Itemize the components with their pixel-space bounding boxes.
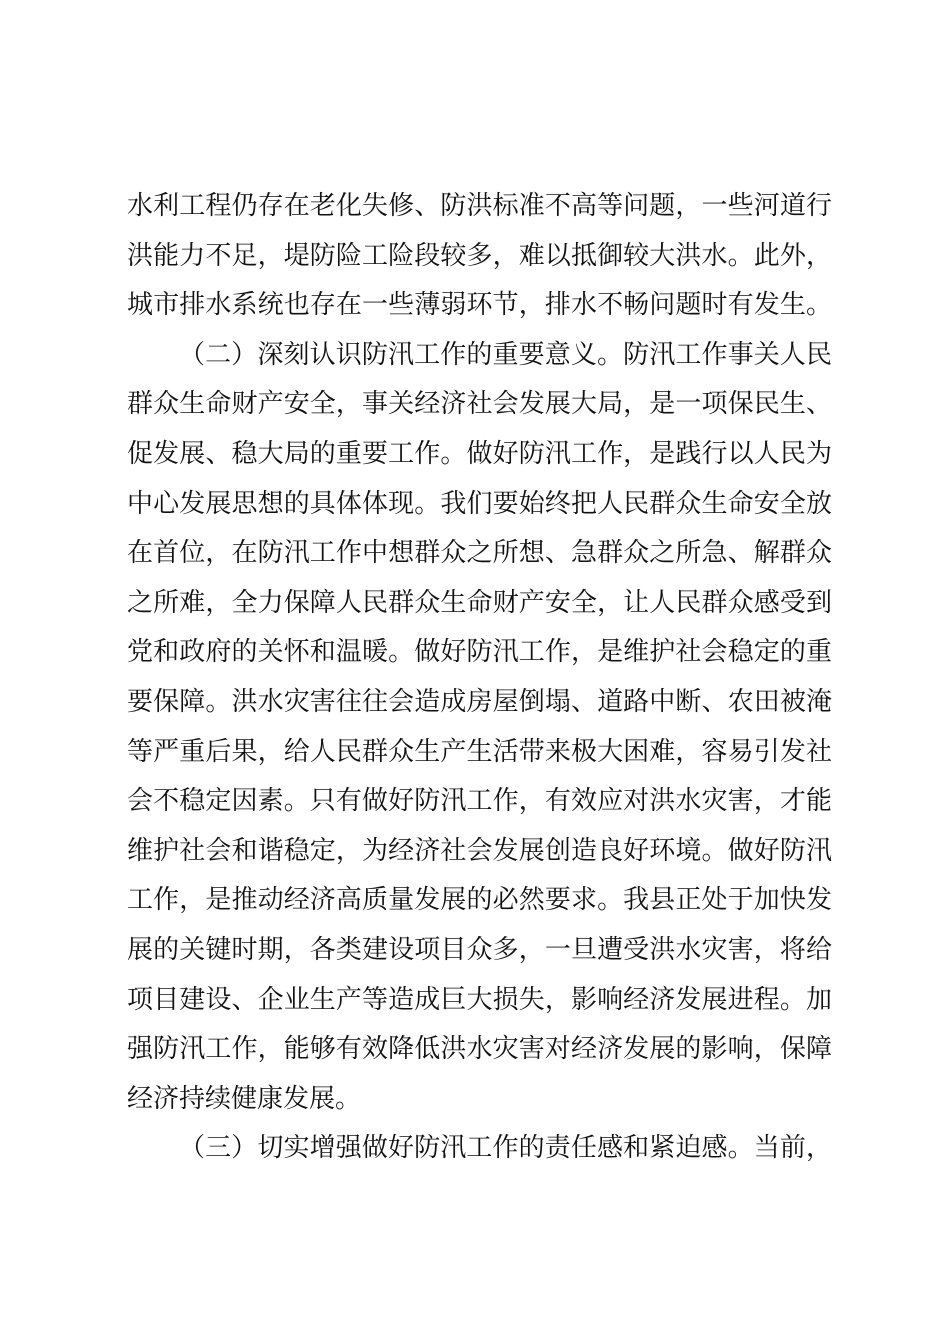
- text-line: 洪能力不足，堤防险工险段较多，难以抵御较大洪水。此外，: [127, 240, 832, 271]
- text-line: 会不稳定因素。只有做好防汛工作，有效应对洪水灾害，才能: [127, 786, 832, 817]
- text-line: 经济持续健康发展。: [127, 1083, 362, 1114]
- text-line: 维护社会和谐稳定，为经济社会发展创造良好环境。做好防汛: [127, 835, 832, 866]
- text-line: 促发展、稳大局的重要工作。做好防汛工作，是践行以人民为: [127, 438, 832, 469]
- paragraph-1: [127, 182, 832, 331]
- text-line: 水利工程仍存在老化失修、防洪标准不高等问题，一些河道行: [127, 191, 832, 221]
- text-line: 强防汛工作，能够有效降低洪水灾害对经济发展的影响，保障: [127, 1034, 832, 1065]
- text-line: 项目建设、企业生产等造成巨大损失，影响经济发展进程。加: [127, 984, 832, 1015]
- text-line: （三）切实增强做好防汛工作的责任感和紧迫感。当前，: [179, 1133, 832, 1164]
- text-line: 群众生命财产安全，事关经济社会发展大局，是一项保民生、: [127, 389, 832, 420]
- text-line: 等严重后果，给人民群众生产生活带来极大困难，容易引发社: [127, 736, 832, 767]
- text-line: 中心发展思想的具体体现。我们要始终把人民群众生命安全放: [127, 488, 832, 519]
- text-line: 工作，是推动经济高质量发展的必然要求。我县正处于加快发: [127, 885, 832, 916]
- paragraph-3: [127, 1124, 832, 1174]
- document-body: [127, 182, 832, 1174]
- paragraph-2: [127, 331, 832, 1125]
- text-line: （二）深刻认识防汛工作的重要意义。防汛工作事关人民: [179, 339, 832, 370]
- text-line: 之所难，全力保障人民群众生命财产安全，让人民群众感受到: [127, 587, 832, 618]
- text-line: 城市排水系统也存在一些薄弱环节，排水不畅问题时有发生。: [127, 290, 832, 321]
- text-line: 要保障。洪水灾害往往会造成房屋倒塌、道路中断、农田被淹: [127, 686, 832, 717]
- text-line: 在首位，在防汛工作中想群众之所想、急群众之所急、解群众: [127, 538, 832, 569]
- text-line: 党和政府的关怀和温暖。做好防汛工作，是维护社会稳定的重: [127, 637, 832, 668]
- text-line: 展的关键时期，各类建设项目众多，一旦遭受洪水灾害，将给: [127, 934, 832, 965]
